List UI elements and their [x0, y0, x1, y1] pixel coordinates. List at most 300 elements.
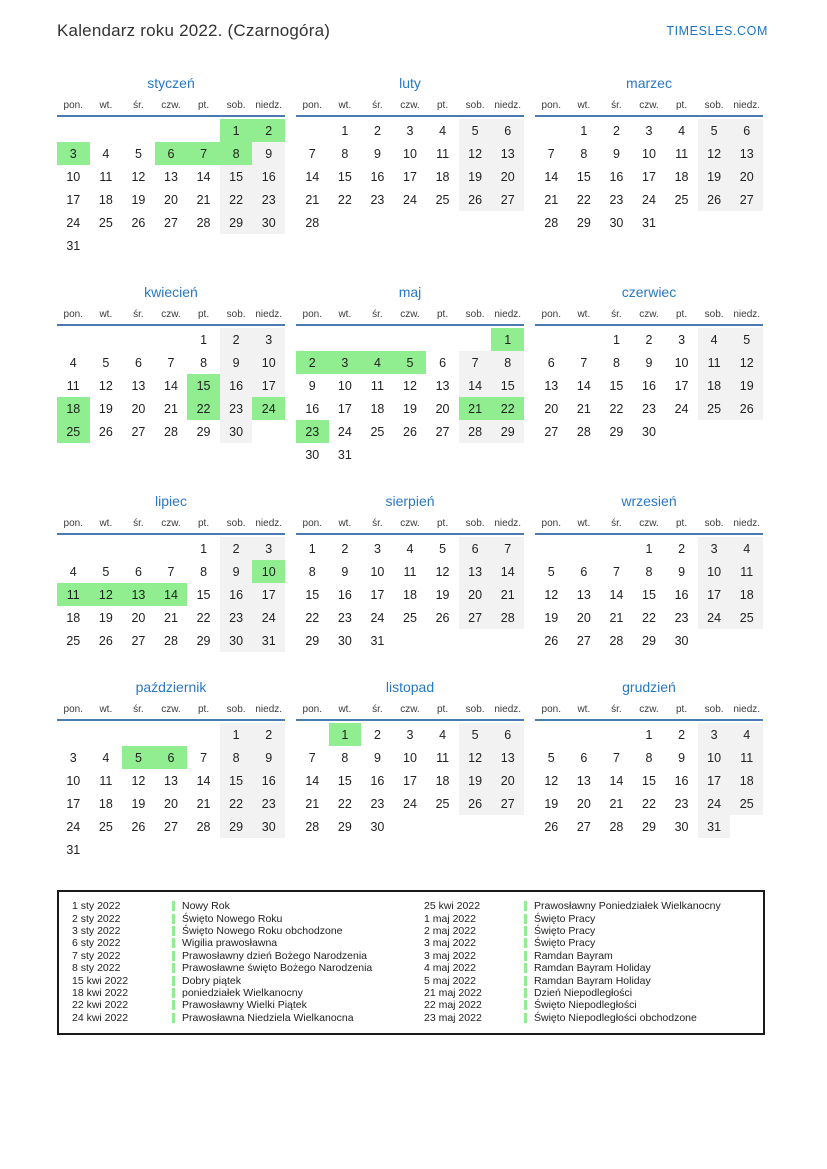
day-cell: 7: [612, 750, 620, 765]
day-cell: 30: [305, 447, 320, 462]
holiday-date: 2 sty 2022: [72, 912, 121, 925]
weekday-header: pt.: [676, 100, 688, 111]
day-cell: 25: [435, 796, 450, 811]
weekday-header-row: [535, 518, 763, 535]
weekday-header: sob.: [226, 309, 246, 320]
day-cell: 16: [305, 401, 320, 416]
day-cell: 20: [576, 610, 591, 625]
month-days: [296, 723, 524, 838]
holiday-name: Święto Nowego Roku: [182, 912, 283, 925]
day-cell: [90, 328, 123, 351]
day-cell: 1: [645, 541, 653, 556]
day-cell: 7: [580, 355, 588, 370]
holiday-row: [424, 900, 763, 912]
weekday-header: śr.: [133, 518, 144, 529]
month-marzec: [535, 74, 763, 234]
day-cell: 29: [642, 633, 656, 648]
day-cell: 10: [674, 355, 689, 370]
day-cell: 28: [196, 215, 211, 230]
day-cell: [698, 211, 731, 234]
day-cell: 20: [435, 401, 450, 416]
day-cell: 5: [730, 328, 763, 351]
day-cell: 21: [196, 192, 211, 207]
day-cell: 20: [544, 401, 559, 416]
day-cell: 18: [730, 769, 763, 792]
day-cell: [535, 119, 568, 142]
day-cell: [57, 723, 90, 746]
weekday-header: niedz.: [255, 309, 283, 320]
day-cell: 25: [698, 397, 731, 420]
day-cell: 9: [373, 146, 381, 161]
weekday-header: pon.: [302, 704, 323, 715]
day-cell: 15: [576, 169, 591, 184]
day-cell: [698, 629, 731, 652]
day-cell: 5: [439, 541, 447, 556]
day-cell: 28: [196, 819, 211, 834]
day-cell: [220, 234, 253, 257]
day-cell: 19: [98, 401, 113, 416]
holiday-name: Święto Pracy: [534, 912, 596, 925]
day-cell: 12: [435, 564, 450, 579]
day-cell: 21: [305, 192, 320, 207]
day-cell: 18: [98, 192, 113, 207]
day-cell: 31: [337, 447, 352, 462]
day-cell: 6: [580, 750, 588, 765]
month-maj: [296, 283, 524, 466]
day-cell: 7: [167, 564, 175, 579]
day-cell: [57, 119, 90, 142]
day-cell: 8: [612, 355, 620, 370]
month-title: grudzień: [622, 679, 676, 695]
day-cell: 15: [609, 378, 624, 393]
day-cell: 6: [155, 746, 188, 769]
day-cell: 6: [439, 355, 447, 370]
day-cell: [394, 211, 427, 234]
day-cell: 14: [305, 169, 320, 184]
weekday-header: sob.: [226, 100, 246, 111]
holiday-name: Prawosławny Wielki Piątek: [182, 999, 307, 1012]
weekday-header: czw.: [400, 518, 420, 529]
day-cell: 21: [196, 796, 211, 811]
holiday-row: [424, 912, 763, 924]
day-cell: 22: [220, 792, 253, 815]
day-cell: 19: [131, 796, 146, 811]
day-cell: 18: [403, 587, 417, 602]
day-cell: 23: [674, 610, 689, 625]
weekday-header: pt.: [437, 704, 449, 715]
weekday-header: śr.: [372, 100, 383, 111]
day-cell: 18: [435, 169, 450, 184]
month-title: październik: [135, 679, 207, 695]
month-days: [535, 537, 763, 652]
day-cell: 8: [341, 750, 349, 765]
holiday-row: [424, 974, 763, 986]
day-cell: 13: [576, 773, 591, 788]
holiday-date: 2 maj 2022: [424, 924, 476, 937]
day-cell: 30: [642, 424, 656, 439]
calendar-grid: [57, 74, 763, 861]
holiday-marker-icon: [524, 926, 527, 936]
day-cell: 6: [134, 355, 142, 370]
holiday-name: Ramdan Bayram Holiday: [534, 974, 651, 987]
day-cell: 22: [305, 610, 320, 625]
month-days: [57, 119, 285, 257]
day-cell: 15: [220, 165, 253, 188]
day-cell: 14: [196, 773, 211, 788]
day-cell: 3: [678, 332, 686, 347]
day-cell: 13: [459, 560, 492, 583]
holiday-marker-icon: [172, 1000, 175, 1010]
day-cell: [394, 629, 427, 652]
day-cell: 29: [196, 424, 211, 439]
holiday-name: Dobry piątek: [182, 974, 241, 987]
day-cell: 14: [609, 773, 624, 788]
day-cell: 16: [337, 587, 352, 602]
day-cell: 9: [252, 142, 285, 165]
day-cell: 22: [337, 192, 352, 207]
day-cell: 1: [329, 723, 362, 746]
holiday-row: [424, 937, 763, 949]
day-cell: 12: [459, 142, 492, 165]
day-cell: 28: [164, 424, 178, 439]
day-cell: 12: [544, 773, 559, 788]
day-cell: 27: [164, 819, 178, 834]
day-cell: 19: [698, 165, 731, 188]
weekday-header: czw.: [639, 100, 659, 111]
day-cell: 4: [361, 351, 394, 374]
holiday-date: 3 sty 2022: [72, 924, 121, 937]
day-cell: 20: [164, 796, 178, 811]
day-cell: 27: [435, 424, 450, 439]
day-cell: [568, 723, 601, 746]
day-cell: [426, 815, 459, 838]
page-title: Kalendarz roku 2022. (Czarnogóra): [57, 21, 331, 40]
holiday-marker-icon: [524, 976, 527, 986]
day-cell: 12: [730, 351, 763, 374]
day-cell: [535, 723, 568, 746]
day-cell: 31: [698, 815, 731, 838]
holiday-row: [424, 925, 763, 937]
day-cell: 15: [642, 587, 656, 602]
day-cell: 30: [220, 420, 253, 443]
holiday-row: [424, 999, 763, 1011]
day-cell: 31: [370, 633, 385, 648]
day-cell: 27: [576, 633, 591, 648]
day-cell: 25: [98, 819, 113, 834]
day-cell: 14: [609, 587, 624, 602]
day-cell: 8: [491, 351, 524, 374]
day-cell: 24: [642, 192, 656, 207]
day-cell: [155, 537, 188, 560]
day-cell: 2: [341, 541, 349, 556]
day-cell: 10: [252, 560, 285, 583]
weekday-header: pon.: [302, 518, 323, 529]
day-cell: 28: [164, 633, 178, 648]
holiday-marker-icon: [172, 951, 175, 961]
day-cell: 19: [544, 796, 559, 811]
weekday-header: sob.: [465, 309, 485, 320]
day-cell: 10: [403, 750, 417, 765]
day-cell: 27: [576, 819, 591, 834]
day-cell: 28: [305, 215, 320, 230]
day-cell: 28: [491, 606, 524, 629]
day-cell: 4: [730, 537, 763, 560]
weekday-header: sob.: [704, 100, 724, 111]
day-cell: 6: [580, 564, 588, 579]
day-cell: [90, 838, 123, 861]
month-days: [57, 537, 285, 652]
day-cell: 9: [220, 560, 253, 583]
day-cell: 7: [308, 146, 316, 161]
day-cell: 18: [98, 796, 113, 811]
day-cell: 2: [373, 727, 381, 742]
day-cell: 6: [730, 119, 763, 142]
holiday-row: [424, 987, 763, 999]
day-cell: 8: [200, 564, 208, 579]
day-cell: [491, 629, 524, 652]
day-cell: 3: [252, 328, 285, 351]
holiday-name: Prawosławny Poniedziałek Wielkanocny: [534, 900, 721, 913]
day-cell: 26: [98, 424, 113, 439]
day-cell: [665, 420, 698, 443]
weekday-header: czw.: [400, 100, 420, 111]
day-cell: 25: [730, 606, 763, 629]
weekday-header-row: [296, 100, 524, 117]
day-cell: [122, 537, 155, 560]
month-lipiec: [57, 492, 285, 652]
day-cell: [90, 119, 123, 142]
day-cell: 15: [337, 773, 352, 788]
day-cell: 2: [296, 351, 329, 374]
weekday-header: pt.: [198, 309, 210, 320]
holiday-column: [59, 900, 411, 1024]
day-cell: [361, 443, 394, 466]
day-cell: 6: [459, 537, 492, 560]
holiday-row: [424, 1012, 763, 1024]
holiday-name: Święto Pracy: [534, 924, 596, 937]
weekday-header: czw.: [161, 100, 181, 111]
weekday-header: pt.: [198, 100, 210, 111]
month-sierpień: [296, 492, 524, 652]
day-cell: 1: [220, 723, 253, 746]
day-cell: 17: [252, 374, 285, 397]
day-cell: 4: [439, 123, 447, 138]
day-cell: 9: [308, 378, 316, 393]
month-title: luty: [399, 75, 421, 91]
day-cell: [155, 838, 188, 861]
day-cell: 17: [337, 401, 352, 416]
day-cell: [296, 328, 329, 351]
day-cell: 1: [491, 328, 524, 351]
day-cell: 19: [459, 165, 492, 188]
weekday-header: sob.: [704, 309, 724, 320]
day-cell: 9: [612, 146, 620, 161]
weekday-header: śr.: [133, 309, 144, 320]
month-days: [296, 537, 524, 652]
day-cell: [426, 443, 459, 466]
day-cell: 29: [220, 211, 253, 234]
holiday-date: 24 kwi 2022: [72, 1011, 129, 1024]
holiday-date: 22 kwi 2022: [72, 999, 129, 1012]
day-cell: [394, 815, 427, 838]
day-cell: 30: [220, 629, 253, 652]
day-cell: 15: [220, 769, 253, 792]
holiday-date: 6 sty 2022: [72, 937, 121, 950]
holiday-marker-icon: [524, 901, 527, 911]
holiday-marker-icon: [524, 914, 527, 924]
day-cell: 16: [674, 773, 689, 788]
day-cell: 23: [642, 401, 656, 416]
day-cell: 22: [220, 188, 253, 211]
day-cell: 22: [337, 796, 352, 811]
day-cell: 7: [459, 351, 492, 374]
day-cell: 13: [576, 587, 591, 602]
day-cell: 14: [164, 378, 178, 393]
day-cell: 12: [698, 142, 731, 165]
month-styczeń: [57, 74, 285, 257]
day-cell: 18: [66, 610, 81, 625]
day-cell: 5: [459, 119, 492, 142]
holidays-box: [57, 890, 765, 1035]
weekday-header: pon.: [63, 309, 84, 320]
day-cell: 27: [491, 188, 524, 211]
day-cell: 22: [576, 192, 591, 207]
day-cell: 24: [674, 401, 689, 416]
site-link[interactable]: TIMESLES.COM: [666, 24, 768, 38]
day-cell: [459, 815, 492, 838]
day-cell: 10: [370, 564, 385, 579]
topbar: [0, 0, 827, 41]
weekday-header: pon.: [302, 309, 323, 320]
holiday-date: 15 kwi 2022: [72, 974, 129, 987]
day-cell: 22: [187, 397, 220, 420]
day-cell: 26: [98, 633, 113, 648]
day-cell: 25: [66, 633, 81, 648]
day-cell: 16: [252, 165, 285, 188]
day-cell: 24: [403, 796, 417, 811]
day-cell: 17: [698, 583, 731, 606]
weekday-header-row: [535, 309, 763, 326]
holiday-name: Prawosławny dzień Bożego Narodzenia: [182, 949, 368, 962]
weekday-header: wt.: [99, 100, 113, 111]
day-cell: 23: [220, 606, 253, 629]
day-cell: 8: [341, 146, 349, 161]
day-cell: 22: [196, 610, 211, 625]
day-cell: 11: [66, 378, 80, 393]
month-grudzień: [535, 678, 763, 838]
day-cell: 24: [252, 606, 285, 629]
day-cell: 8: [220, 746, 253, 769]
day-cell: 16: [674, 587, 689, 602]
weekday-header: śr.: [611, 518, 622, 529]
day-cell: [426, 328, 459, 351]
month-luty: [296, 74, 524, 234]
day-cell: 17: [674, 378, 689, 393]
holiday-marker-icon: [524, 951, 527, 961]
day-cell: 20: [491, 769, 524, 792]
day-cell: 5: [547, 564, 555, 579]
day-cell: 18: [370, 401, 385, 416]
day-cell: 23: [674, 796, 689, 811]
month-title: maj: [398, 284, 422, 300]
day-cell: 4: [698, 328, 731, 351]
holiday-date: 5 maj 2022: [424, 974, 476, 987]
day-cell: 5: [547, 750, 555, 765]
month-days: [535, 328, 763, 443]
day-cell: 5: [134, 146, 142, 161]
day-cell: 18: [674, 169, 689, 184]
day-cell: [57, 328, 90, 351]
day-cell: 13: [730, 142, 763, 165]
day-cell: 8: [645, 564, 653, 579]
day-cell: 12: [90, 583, 123, 606]
day-cell: 5: [394, 351, 427, 374]
day-cell: [187, 119, 220, 142]
day-cell: 5: [122, 746, 155, 769]
day-cell: [90, 234, 123, 257]
day-cell: 22: [491, 397, 524, 420]
day-cell: 13: [122, 583, 155, 606]
day-cell: [155, 234, 188, 257]
holiday-row: [72, 962, 411, 974]
day-cell: [187, 723, 220, 746]
day-cell: 26: [435, 610, 450, 625]
day-cell: 14: [305, 773, 320, 788]
day-cell: 27: [491, 792, 524, 815]
weekday-header: niedz.: [494, 518, 522, 529]
day-cell: 8: [200, 355, 208, 370]
day-cell: [394, 443, 427, 466]
day-cell: 1: [341, 123, 349, 138]
day-cell: 11: [57, 583, 90, 606]
day-cell: 3: [698, 537, 731, 560]
day-cell: 19: [131, 192, 146, 207]
day-cell: 14: [196, 169, 211, 184]
day-cell: 10: [698, 560, 731, 583]
weekday-header: pt.: [198, 518, 210, 529]
day-cell: [459, 443, 492, 466]
day-cell: 2: [373, 123, 381, 138]
day-cell: 12: [544, 587, 559, 602]
holiday-name: Prawosławne święto Bożego Narodzenia: [182, 962, 373, 975]
day-cell: 10: [698, 746, 731, 769]
day-cell: 21: [305, 796, 320, 811]
holiday-date: 3 maj 2022: [424, 949, 476, 962]
day-cell: 6: [155, 142, 188, 165]
day-cell: 8: [220, 142, 253, 165]
day-cell: 30: [674, 633, 689, 648]
day-cell: 9: [373, 750, 381, 765]
day-cell: 18: [730, 583, 763, 606]
weekday-header: niedz.: [733, 704, 761, 715]
holiday-marker-icon: [172, 901, 175, 911]
month-days: [535, 119, 763, 234]
day-cell: [252, 420, 285, 443]
weekday-header: sob.: [704, 704, 724, 715]
day-cell: [220, 838, 253, 861]
day-cell: 20: [730, 165, 763, 188]
day-cell: 2: [678, 541, 686, 556]
day-cell: 28: [609, 633, 624, 648]
month-kwiecień: [57, 283, 285, 443]
day-cell: 20: [131, 401, 146, 416]
weekday-header: pon.: [541, 100, 562, 111]
day-cell: 29: [196, 633, 211, 648]
holiday-date: 1 maj 2022: [424, 912, 476, 925]
day-cell: [535, 328, 568, 351]
day-cell: [459, 629, 492, 652]
day-cell: 11: [730, 746, 763, 769]
